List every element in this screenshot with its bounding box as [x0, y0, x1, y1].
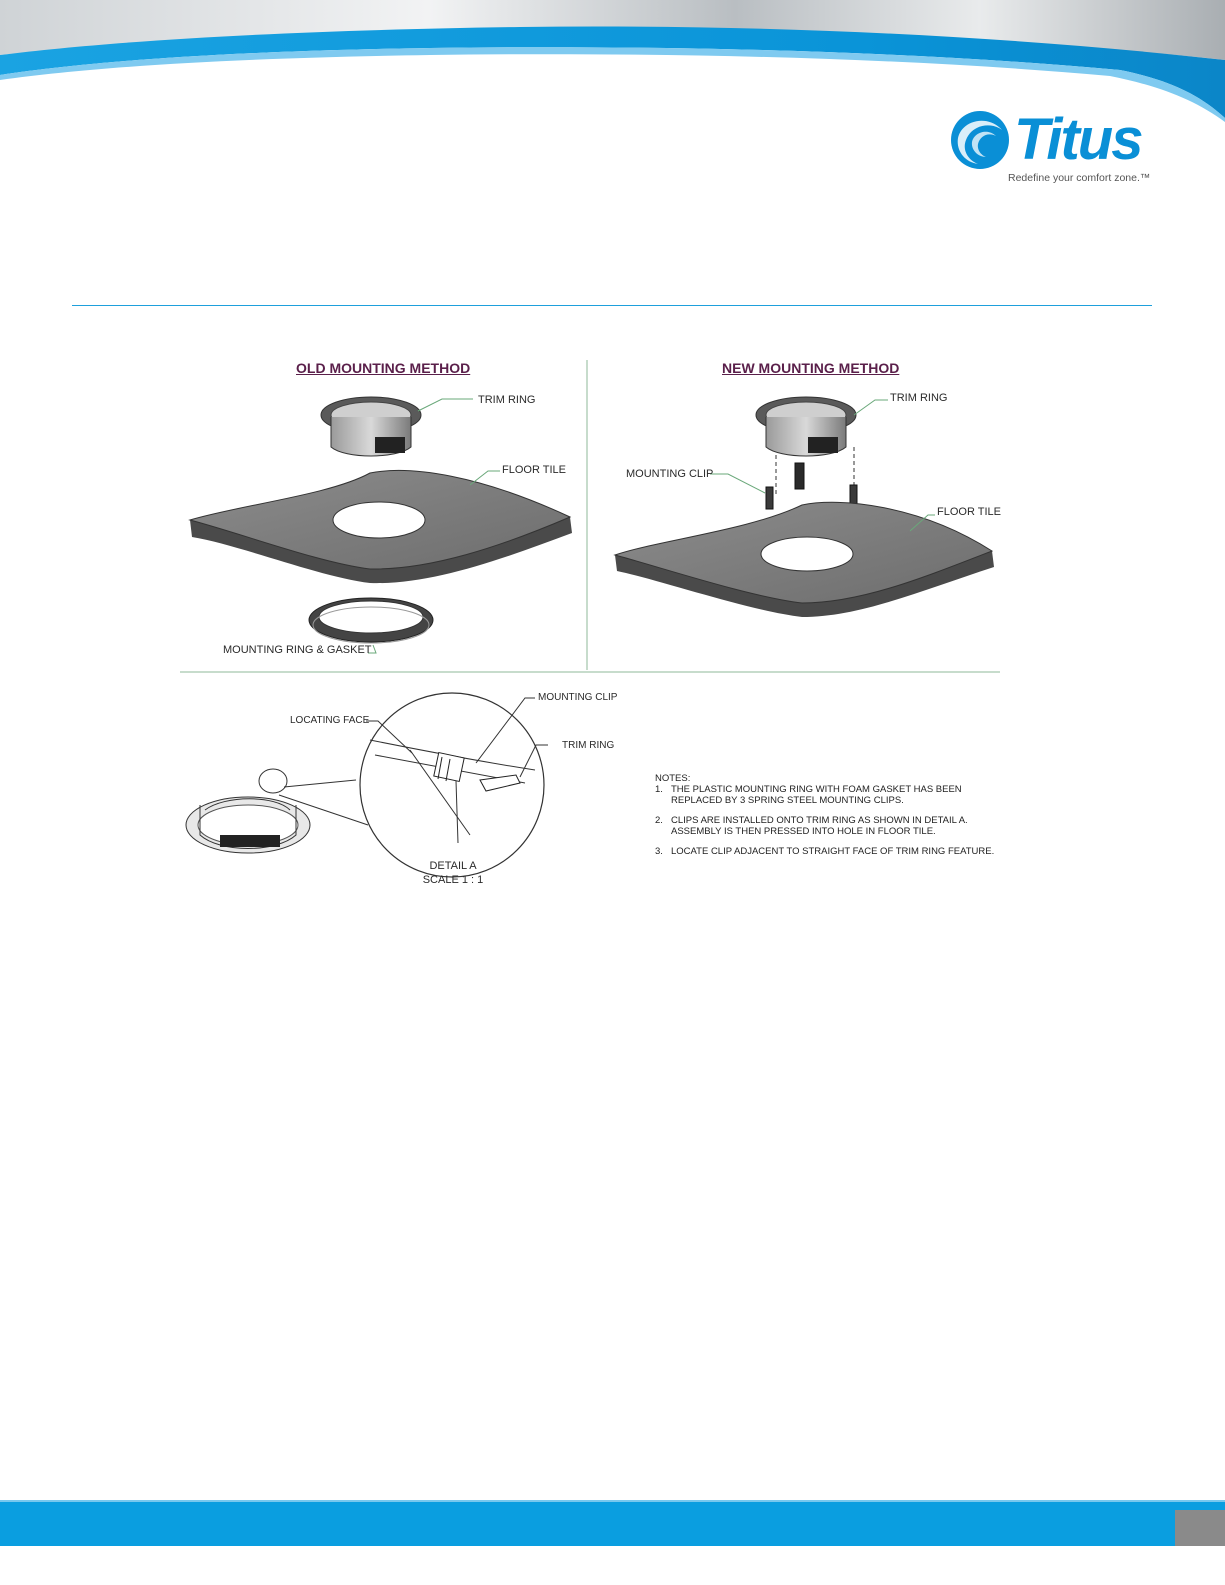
- new-trim-ring-label: TRIM RING: [890, 392, 948, 404]
- note-text: CLIPS ARE INSTALLED ONTO TRIM RING AS SHOWN IN DETAIL A. ASSEMBLY IS THEN PRESSED INTO HOLE IN FLOOR TILE.: [671, 815, 968, 837]
- footer-bar: [0, 1502, 1225, 1546]
- page-number-box: [1175, 1510, 1225, 1546]
- new-floor-tile-label: FLOOR TILE: [937, 506, 1001, 518]
- detail-small-ring: [186, 769, 310, 853]
- note-text: THE PLASTIC MOUNTING RING WITH FOAM GASKET HAS BEEN REPLACED BY 3 SPRING STEEL MOUNTING CLIPS.: [671, 784, 962, 806]
- old-mounting-ring: [309, 598, 433, 643]
- new-mounting-clip-label: MOUNTING CLIP: [626, 468, 714, 480]
- notes-block: [655, 773, 1015, 857]
- old-floor-tile-label: FLOOR TILE: [502, 464, 566, 476]
- titus-logo: [948, 108, 1160, 188]
- old-floor-tile: [190, 470, 572, 583]
- logo-wordmark: Titus: [1014, 107, 1142, 172]
- logo-tagline: Redefine your comfort zone.™: [1008, 172, 1151, 184]
- locating-face-label: LOCATING FACE: [290, 715, 370, 726]
- note-item: [655, 846, 1015, 857]
- note-item: [655, 815, 1015, 837]
- note-text: LOCATE CLIP ADJACENT TO STRAIGHT FACE OF TRIM RING FEATURE.: [671, 846, 995, 857]
- new-floor-tile: [615, 502, 994, 617]
- detail-mounting-clip-label: MOUNTING CLIP: [538, 692, 618, 703]
- detail-trim-ring-label: TRIM RING: [562, 740, 615, 751]
- old-trim-ring-label: TRIM RING: [478, 394, 536, 406]
- note-number: 1.: [655, 784, 663, 795]
- detail-caption-line1: DETAIL A: [429, 860, 477, 872]
- detail-a-circle: [360, 693, 544, 877]
- note-item: [655, 784, 1015, 806]
- notes-heading: NOTES:: [655, 773, 691, 784]
- new-trim-ring: [756, 397, 856, 456]
- note-number: 3.: [655, 846, 663, 857]
- new-method-heading: NEW MOUNTING METHOD: [722, 360, 900, 376]
- old-trim-ring: [321, 397, 421, 456]
- mounting-ring-gasket-label: MOUNTING RING & GASKET: [223, 644, 372, 656]
- detail-caption-line2: SCALE 1 : 1: [422, 874, 484, 886]
- logo-swirl-icon: [948, 108, 1012, 172]
- old-method-heading: OLD MOUNTING METHOD: [296, 360, 471, 376]
- note-number: 2.: [655, 815, 663, 826]
- section-divider: [72, 305, 1152, 306]
